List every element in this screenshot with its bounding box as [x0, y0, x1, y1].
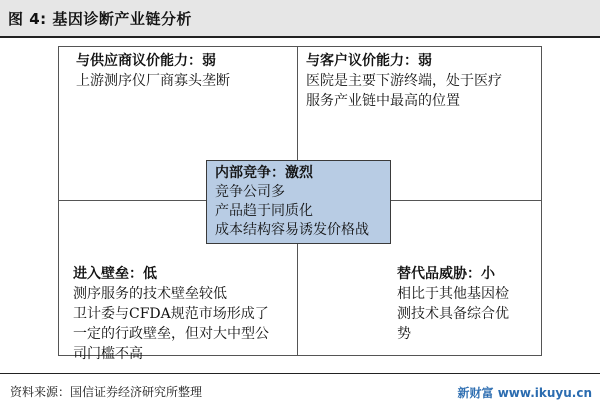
center-internal-competition: [206, 160, 391, 244]
substitute-threat-line: 测技术具备综合优: [397, 306, 509, 322]
source-note: 资料来源：国信证券经济研究所整理: [10, 385, 203, 399]
customer-power-line: 服务产业链中最高的位置: [306, 93, 460, 109]
substitute-threat-line: 相比于其他基因检: [397, 286, 509, 302]
internal-competition-line: 竞争公司多: [215, 184, 285, 200]
internal-competition-heading: 内部竞争：激烈: [215, 165, 313, 181]
grid-outer-right: [541, 46, 542, 356]
grid-outer-top: [58, 46, 542, 47]
quadrant-entry-barriers: [73, 264, 269, 364]
entry-barriers-line: 测序服务的技术壁垒较低: [73, 286, 227, 302]
entry-barriers-line: 卫计委与CFDA规范市场形成了: [73, 306, 269, 322]
quadrant-supplier-power: [76, 51, 230, 91]
entry-barriers-line: 一定的行政壁垒，但对大中型公: [73, 326, 269, 342]
customer-power-heading: 与客户议价能力：弱: [306, 53, 432, 69]
figure-header: [0, 0, 600, 36]
quadrant-substitute-threat: [397, 264, 509, 344]
figure-title: 图 4: 基因诊断产业链分析: [8, 10, 192, 28]
watermark: 新财富 www.ikuyu.cn: [457, 386, 592, 400]
quadrant-customer-power: [306, 51, 502, 111]
footer-rule: [0, 373, 600, 374]
header-rule: [0, 36, 600, 38]
entry-barriers-line: 司门槛不高: [73, 346, 143, 362]
grid-outer-left: [58, 46, 59, 356]
supplier-power-heading: 与供应商议价能力：弱: [76, 53, 216, 69]
entry-barriers-heading: 进入壁垒：低: [73, 266, 157, 282]
substitute-threat-line: 势: [397, 326, 411, 342]
supplier-power-line: 上游测序仪厂商寡头垄断: [76, 73, 230, 89]
substitute-threat-heading: 替代品威胁：小: [397, 266, 495, 282]
customer-power-line: 医院是主要下游终端，处于医疗: [306, 73, 502, 89]
internal-competition-line: 成本结构容易诱发价格战: [215, 222, 369, 238]
internal-competition-line: 产品趋于同质化: [215, 203, 313, 219]
